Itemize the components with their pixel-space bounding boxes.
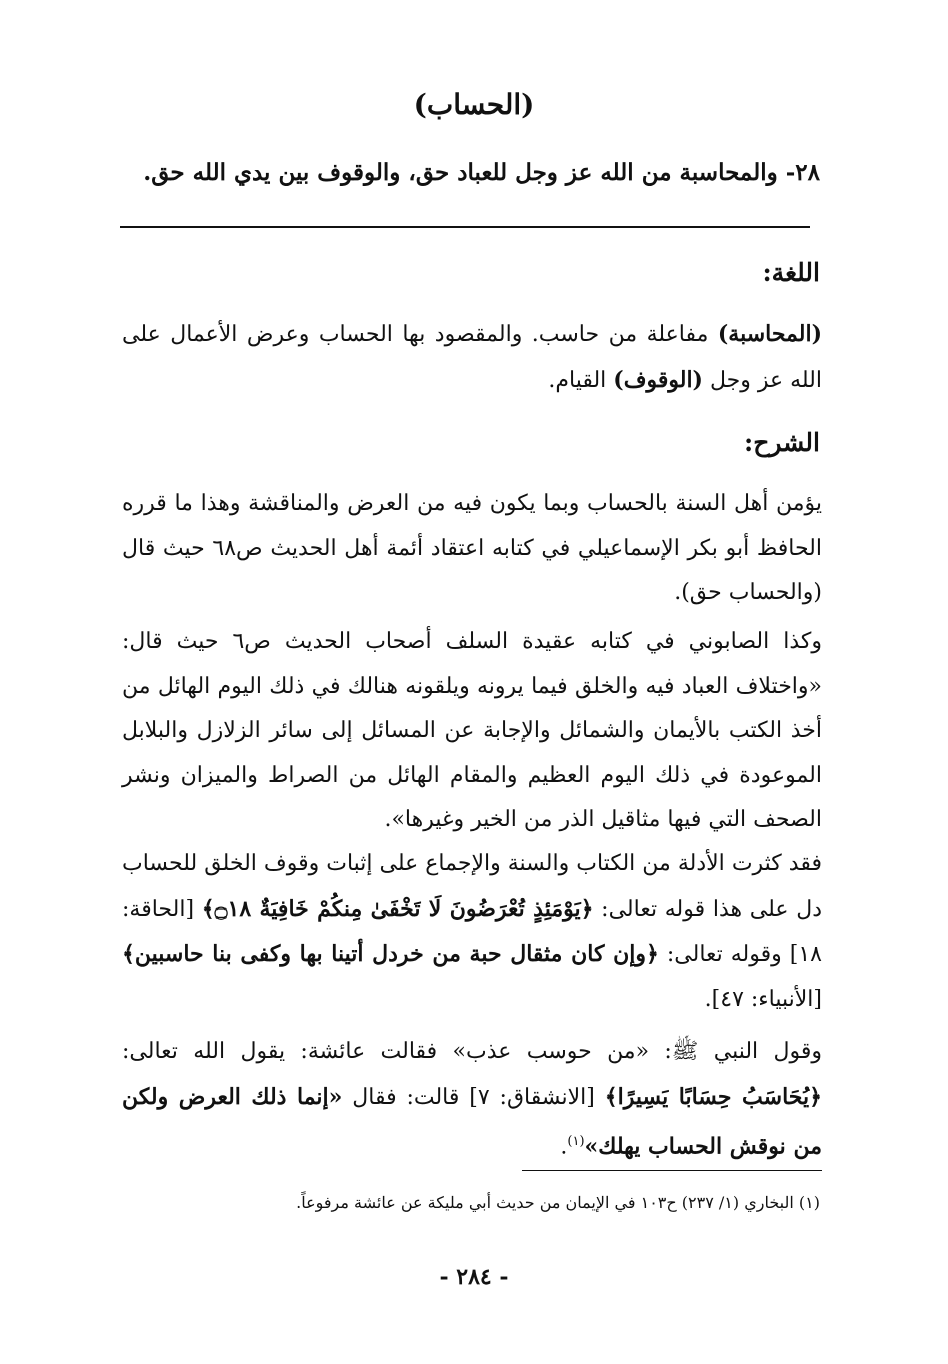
lead-statement: ٢٨- والمحاسبة من الله عز وجل للعباد حق، والوقوف بين يدي الله حق. (143, 159, 820, 186)
footnote: (١) البخاري (١/ ٢٣٧) ح١٠٣ في الإيمان من حديث أبي مليكة عن عائشة مرفوعاً. (296, 1193, 820, 1212)
p4-intro: وقول النبي ﷺ: «من حوسب عذب» فقالت عائشة: يقول الله تعالى: (122, 1039, 822, 1064)
p3-intro: فقد كثرت الأدلة من الكتاب والسنة والإجماع على إثبات وقوف الخلق للحساب دل على هذا قوله تعالى: (122, 851, 822, 922)
term-wuquf: (الوقوف) (613, 366, 703, 393)
footnote-divider (522, 1170, 822, 1171)
language-paragraph (122, 312, 822, 403)
hadith-quote: «إنما ذلك العرض ولكن من نوقش الحساب يهلك» (122, 1083, 822, 1160)
explanation-paragraph-1: يؤمن أهل السنة بالحساب وبما يكون فيه من العرض والمناقشة وهذا ما قرره الحافظ أبو بكر الإسماعيلي في كتابه اعتقاد أئمة أهل الحديث ص٦٨ حيث قال (والحساب حق). (122, 491, 822, 605)
term-muhasaba: (المحاسبة) (717, 321, 822, 347)
p3-ref-2: [الأنبياء: ٤٧]. (704, 986, 822, 1012)
explanation-heading: الشرح: (743, 428, 820, 457)
p3-ref-1: [الحاقة: ١٨] وقوله تعالى: (122, 896, 822, 967)
language-text-2: القيام. (548, 367, 614, 393)
explanation-paragraph-4 (122, 1030, 822, 1170)
footnote-marker: (١) (567, 1134, 585, 1149)
p4-end: . (560, 1134, 568, 1160)
language-text-1: مفاعلة من حاسب. والمقصود بها الحساب وعرض الأعمال على الله عز وجل (122, 322, 822, 393)
quran-verse-haqqa: ﴿يَوْمَئِذٍ تُعْرَضُونَ لَا تَخْفَىٰ مِنكُمْ خَافِيَةٌ ۝١٨﴾ (201, 895, 594, 922)
section-divider (120, 226, 810, 228)
quran-verse-anbiya: ﴿وإن كان مثقال حبة من خردل أتينا بها وكفى بنا حاسبين﴾ (122, 941, 659, 967)
language-heading: اللغة: (762, 258, 820, 287)
quran-verse-inshiqaq: ﴿يُحَاسَبُ حِسَابًا يَسِيرًا﴾ (604, 1083, 823, 1110)
page-number: - ٢٨٤ - (439, 1264, 509, 1290)
p4-ref: [الانشقاق: ٧] قالت: فقال (342, 1084, 605, 1110)
chapter-title: (الحساب) (413, 88, 535, 121)
explanation-paragraph-2: وكذا الصابوني في كتابه عقيدة السلف أصحاب الحديث ص٦ حيث قال: «واختلاف العباد فيه والخلق فيما يرونه ويلقونه هنالك في ذلك اليوم الهائل من أخذ الكتب بالأيمان والشمائل والإجابة عن المسائل إلى سائر الزلازل والبلابل الموعودة في ذلك اليوم العظيم والمقام الهائل من الصراط والميزان ونشر الصحف التي فيها مثاقيل الذر من الخير وغيرها». (122, 629, 822, 832)
explanation-paragraph-3 (122, 842, 822, 1022)
